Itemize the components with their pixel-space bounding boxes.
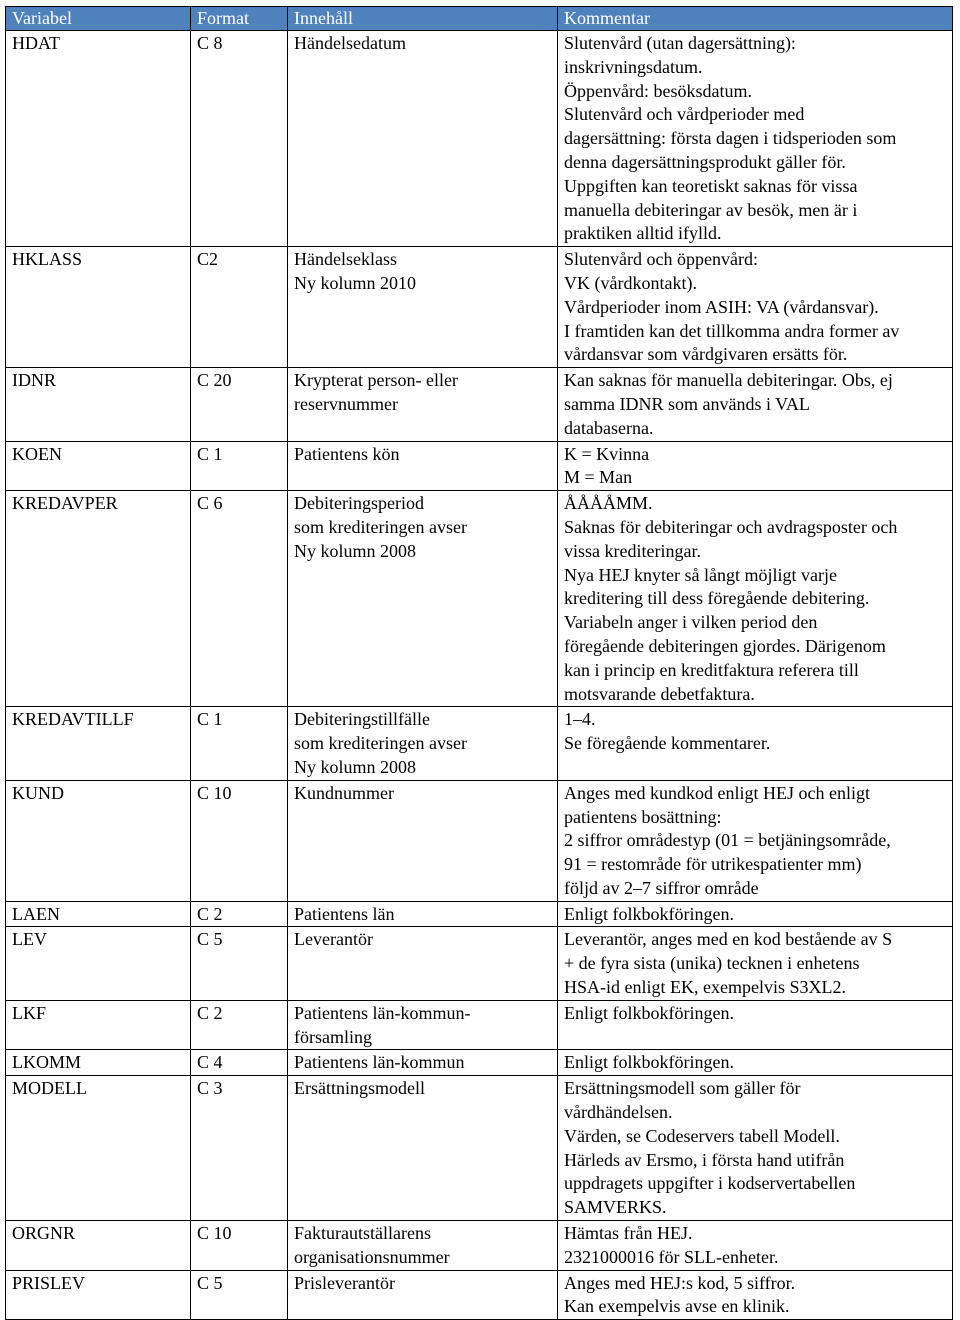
variable-table — [5, 6, 953, 1320]
cell-kommentar-line: I framtiden kan det tillkomma andra former av — [564, 320, 900, 341]
cell-kommentar-line: Värden, se Codeservers tabell Modell. — [564, 1125, 840, 1146]
cell-innehall — [288, 31, 558, 247]
cell-innehall-line: som krediteringen avser — [294, 516, 467, 537]
cell-innehall-line: Patientens kön — [294, 443, 400, 464]
cell-kommentar-line: Hämtas från HEJ. — [564, 1223, 693, 1244]
cell-innehall-line: som krediteringen avser — [294, 733, 467, 754]
cell-kommentar — [558, 927, 953, 1000]
cell-innehall-line: Krypterat person- eller — [294, 370, 458, 391]
table-row — [6, 247, 953, 368]
cell-kommentar-line: vårdhändelsen. — [564, 1102, 673, 1123]
cell-innehall-line: Ersättningsmodell — [294, 1078, 425, 1099]
cell-kommentar-line: vårdansvar som vårdgivaren ersätts för. — [564, 344, 848, 365]
cell-variabel: LKOMM — [6, 1050, 191, 1076]
cell-kommentar-line: föregående debiteringen gjordes. Därigenom — [564, 635, 886, 656]
cell-format: C2 — [191, 247, 288, 368]
cell-kommentar-line: K = Kvinna — [564, 443, 650, 464]
cell-kommentar-line: Variabeln anger i vilken period den — [564, 612, 818, 633]
cell-kommentar — [558, 1270, 953, 1320]
cell-innehall-line: Debiteringsperiod — [294, 493, 424, 514]
cell-kommentar-line: vissa krediteringar. — [564, 540, 701, 561]
cell-innehall-line: Prisleverantör — [294, 1272, 395, 1293]
cell-innehall-line: Ny kolumn 2008 — [294, 540, 417, 561]
cell-format: C 2 — [191, 901, 288, 927]
cell-kommentar-line: Ersättningsmodell som gäller för — [564, 1078, 801, 1099]
cell-kommentar — [558, 707, 953, 780]
table-row — [6, 1076, 953, 1221]
cell-variabel: HKLASS — [6, 247, 191, 368]
cell-kommentar-line: patientens bosättning: — [564, 806, 722, 827]
cell-kommentar-line: inskrivningsdatum. — [564, 56, 703, 77]
table-row — [6, 1270, 953, 1320]
cell-innehall-line: organisationsnummer — [294, 1246, 450, 1267]
cell-innehall — [288, 1076, 558, 1221]
cell-kommentar-line: databaserna. — [564, 417, 654, 438]
cell-kommentar — [558, 780, 953, 901]
cell-variabel: HDAT — [6, 31, 191, 247]
cell-kommentar — [558, 441, 953, 491]
cell-innehall-line: Patientens län — [294, 903, 395, 924]
cell-variabel: KOEN — [6, 441, 191, 491]
cell-format: C 8 — [191, 31, 288, 247]
cell-kommentar-line: kan i princip en kreditfaktura referera till — [564, 659, 859, 680]
table-row — [6, 927, 953, 1000]
cell-kommentar-line: Härleds av Ersmo, i första hand utifrån — [564, 1149, 845, 1170]
cell-variabel: LKF — [6, 1000, 191, 1050]
cell-variabel: MODELL — [6, 1076, 191, 1221]
cell-format: C 3 — [191, 1076, 288, 1221]
cell-innehall-line: Debiteringstillfälle — [294, 709, 430, 730]
cell-innehall — [288, 441, 558, 491]
cell-kommentar-line: Enligt folkbokföringen. — [564, 1002, 734, 1023]
cell-kommentar-line: Uppgiften kan teoretiskt saknas för vissa — [564, 175, 858, 196]
cell-innehall — [288, 247, 558, 368]
cell-kommentar-line: samma IDNR som används i VAL — [564, 393, 810, 414]
cell-kommentar — [558, 1076, 953, 1221]
cell-innehall-line: Kundnummer — [294, 782, 394, 803]
cell-kommentar-line: + de fyra sista (unika) tecknen i enhetens — [564, 953, 860, 974]
cell-innehall — [288, 1000, 558, 1050]
cell-format: C 5 — [191, 1270, 288, 1320]
cell-kommentar-line: M = Man — [564, 467, 633, 488]
cell-variabel: PRISLEV — [6, 1270, 191, 1320]
cell-kommentar-line: 91 = restområde för utrikespatienter mm) — [564, 854, 862, 875]
cell-innehall — [288, 1050, 558, 1076]
table-row — [6, 491, 953, 707]
cell-kommentar-line: Saknas för debiteringar och avdragsposter och — [564, 516, 898, 537]
cell-kommentar — [558, 901, 953, 927]
cell-innehall — [288, 780, 558, 901]
cell-format: C 20 — [191, 368, 288, 441]
table-row — [6, 368, 953, 441]
cell-kommentar-line: Enligt folkbokföringen. — [564, 1052, 734, 1073]
cell-kommentar-line: VK (vårdkontakt). — [564, 272, 697, 293]
cell-innehall-line: reservnummer — [294, 393, 398, 414]
cell-innehall — [288, 1270, 558, 1320]
cell-innehall — [288, 368, 558, 441]
cell-variabel: KUND — [6, 780, 191, 901]
cell-format: C 6 — [191, 491, 288, 707]
cell-kommentar — [558, 1000, 953, 1050]
cell-format: C 1 — [191, 707, 288, 780]
table-header — [6, 7, 953, 31]
cell-kommentar-line: Anges med HEJ:s kod, 5 siffror. — [564, 1272, 796, 1293]
cell-format: C 5 — [191, 927, 288, 1000]
cell-innehall-line: Ny kolumn 2008 — [294, 756, 417, 777]
table-row — [6, 901, 953, 927]
cell-kommentar-line: följd av 2–7 siffror område — [564, 877, 759, 898]
header-format: Format — [191, 7, 288, 31]
cell-variabel: ORGNR — [6, 1221, 191, 1271]
cell-format: C 2 — [191, 1000, 288, 1050]
header-innehall: Innehåll — [288, 7, 558, 31]
cell-variabel: IDNR — [6, 368, 191, 441]
table-body — [6, 31, 953, 1320]
cell-kommentar-line: praktiken alltid ifylld. — [564, 223, 722, 244]
cell-kommentar-line: Enligt folkbokföringen. — [564, 903, 734, 924]
cell-kommentar-line: Öppenvård: besöksdatum. — [564, 80, 752, 101]
cell-kommentar — [558, 491, 953, 707]
table-row — [6, 31, 953, 247]
table-row — [6, 780, 953, 901]
cell-kommentar — [558, 31, 953, 247]
cell-format: C 10 — [191, 1221, 288, 1271]
cell-kommentar-line: Slutenvård (utan dagersättning): — [564, 33, 796, 53]
cell-kommentar-line: Se föregående kommentarer. — [564, 733, 771, 754]
cell-kommentar — [558, 1050, 953, 1076]
cell-innehall-line: Patientens län-kommun- — [294, 1002, 471, 1023]
cell-variabel: KREDAVPER — [6, 491, 191, 707]
table-row — [6, 441, 953, 491]
cell-kommentar-line: SAMVERKS. — [564, 1197, 667, 1218]
cell-kommentar — [558, 368, 953, 441]
cell-kommentar-line: 2321000016 för SLL-enheter. — [564, 1246, 779, 1267]
cell-format: C 4 — [191, 1050, 288, 1076]
cell-format: C 1 — [191, 441, 288, 491]
cell-innehall-line: Leverantör — [294, 929, 373, 950]
cell-kommentar-line: ÅÅÅÅMM. — [564, 493, 653, 514]
cell-kommentar-line: Nya HEJ knyter så långt möjligt varje — [564, 564, 837, 585]
header-variabel: Variabel — [6, 7, 191, 31]
cell-kommentar-line: manuella debiteringar av besök, men är i — [564, 199, 858, 220]
cell-kommentar-line: Slutenvård och vårdperioder med — [564, 104, 805, 125]
cell-innehall-line: Fakturautställarens — [294, 1223, 431, 1244]
cell-kommentar-line: uppdragets uppgifter i kodservertabellen — [564, 1173, 856, 1194]
table-row — [6, 1050, 953, 1076]
cell-kommentar-line: Kan saknas för manuella debiteringar. Obs, ej — [564, 370, 893, 391]
cell-innehall — [288, 491, 558, 707]
cell-innehall-line: Ny kolumn 2010 — [294, 272, 417, 293]
cell-innehall-line: Händelseklass — [294, 249, 397, 270]
cell-kommentar-line: Vårdperioder inom ASIH: VA (vårdansvar). — [564, 296, 879, 317]
table-row — [6, 1221, 953, 1271]
cell-variabel: KREDAVTILLF — [6, 707, 191, 780]
cell-kommentar-line: motsvarande debetfaktura. — [564, 683, 755, 704]
cell-kommentar-line: 1–4. — [564, 709, 596, 730]
cell-kommentar — [558, 1221, 953, 1271]
cell-format: C 10 — [191, 780, 288, 901]
cell-variabel: LAEN — [6, 901, 191, 927]
cell-innehall — [288, 927, 558, 1000]
cell-innehall-line: Händelsedatum — [294, 33, 406, 53]
header-row — [6, 7, 953, 31]
cell-kommentar-line: Slutenvård och öppenvård: — [564, 249, 758, 270]
cell-kommentar-line: kreditering till dess föregående debitering. — [564, 588, 870, 609]
cell-kommentar-line: denna dagersättningsprodukt gäller för. — [564, 151, 846, 172]
cell-kommentar-line: Anges med kundkod enligt HEJ och enligt — [564, 782, 870, 803]
cell-innehall — [288, 901, 558, 927]
cell-kommentar-line: Kan exempelvis avse en klinik. — [564, 1296, 790, 1317]
cell-kommentar-line: Leverantör, anges med en kod bestående av S — [564, 929, 893, 950]
cell-innehall-line: Patientens län-kommun — [294, 1052, 465, 1073]
cell-kommentar-line: dagersättning: första dagen i tidsperioden som — [564, 128, 897, 149]
cell-kommentar-line: HSA-id enligt EK, exempelvis S3XL2. — [564, 977, 846, 998]
table-row — [6, 707, 953, 780]
header-kommentar: Kommentar — [558, 7, 953, 31]
cell-innehall — [288, 1221, 558, 1271]
cell-innehall-line: församling — [294, 1026, 372, 1047]
table-row — [6, 1000, 953, 1050]
cell-variabel: LEV — [6, 927, 191, 1000]
cell-innehall — [288, 707, 558, 780]
cell-kommentar — [558, 247, 953, 368]
cell-kommentar-line: 2 siffror områdestyp (01 = betjäningsområde, — [564, 830, 891, 851]
